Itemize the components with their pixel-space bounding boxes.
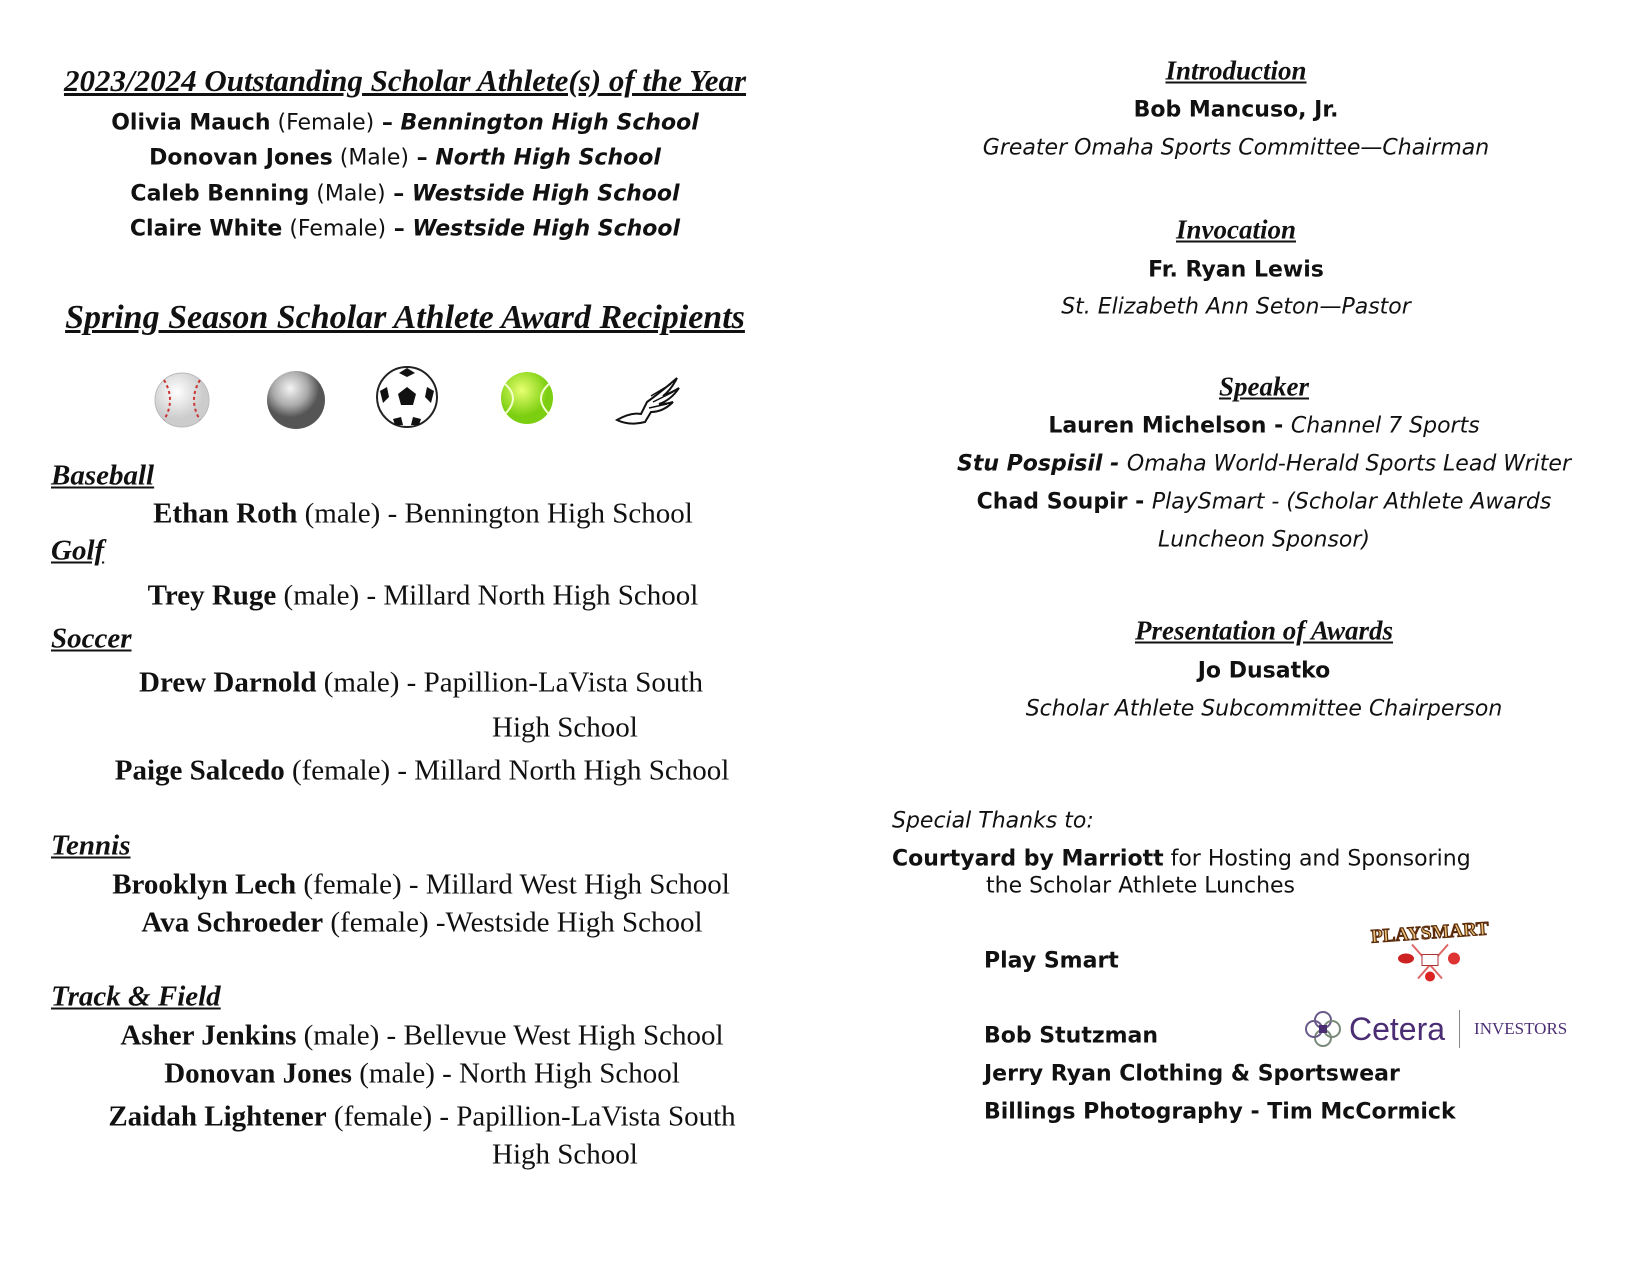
cetera-flower-icon <box>1303 1009 1343 1049</box>
golf-ball-icon <box>265 369 327 431</box>
winged-shoe-icon <box>611 372 683 428</box>
sponsor-detail: for Hosting and Sponsoring <box>1163 846 1471 872</box>
tennis-ball-icon <box>499 370 555 426</box>
recipient-name: Drew Darnold <box>139 666 317 699</box>
separator: – <box>385 181 412 207</box>
sport-heading-tennis: Tennis <box>51 829 131 862</box>
recipient <box>153 498 693 531</box>
logo-divider <box>1459 1010 1460 1048</box>
recipient-name: Brooklyn Lech <box>112 868 297 901</box>
svg-text:PLAYSMART: PLAYSMART <box>1370 918 1490 948</box>
athlete-school: North High School <box>435 145 661 171</box>
speaker-role: Channel 7 Sports <box>1290 413 1480 439</box>
recipient-detail: (female) - Millard North High School <box>284 754 730 787</box>
athlete-school: Westside High School <box>411 181 680 207</box>
recipient-name: Asher Jenkins <box>120 1019 297 1052</box>
separator: – <box>409 145 436 171</box>
recipient-detail: (male) - Millard North High School <box>276 579 699 612</box>
athlete-name: Claire White <box>129 216 283 242</box>
recipient-name: Ava Schroeder <box>141 906 324 939</box>
sport-heading-baseball: Baseball <box>51 459 155 492</box>
sponsor-bob-stutzman: Bob Stutzman <box>984 1023 1159 1049</box>
recipient-detail: (male) - Bennington High School <box>297 497 693 530</box>
recipient <box>164 1058 680 1091</box>
introduction-name: Bob Mancuso, Jr. <box>1133 97 1339 123</box>
speaker-name: Lauren Michelson <box>1048 413 1267 439</box>
recipient <box>120 1020 723 1053</box>
recipient-name: Paige Salcedo <box>114 754 285 787</box>
recipient-detail: (male) - Papillion-LaVista South <box>316 666 703 699</box>
year-title: 2023/2024 Outstanding Scholar Athlete(s) of the Year <box>63 63 747 98</box>
athlete-gender: (Female) <box>277 110 375 136</box>
sponsor-billings: Billings Photography - Tim McCormick <box>984 1099 1456 1125</box>
athlete-school: Bennington High School <box>400 110 699 136</box>
recipient <box>112 869 730 902</box>
speaker-heading: Speaker <box>1219 371 1309 402</box>
introduction-role: Greater Omaha Sports Committee—Chairman <box>982 135 1490 161</box>
year-athlete <box>130 217 680 242</box>
athlete-name: Caleb Benning <box>130 181 310 207</box>
recipient-name: Trey Ruge <box>147 579 277 612</box>
recipient <box>115 755 730 788</box>
soccer-ball-icon <box>375 365 439 429</box>
recipient-detail: (female) - Millard West High School <box>296 868 730 901</box>
athlete-name: Donovan Jones <box>149 145 333 171</box>
invocation-role: St. Elizabeth Ann Seton—Pastor <box>1061 294 1411 320</box>
speaker-role: PlaySmart - (Scholar Athlete Awards <box>1151 489 1552 515</box>
separator: – <box>386 216 413 242</box>
sponsor-name: Courtyard by Marriott <box>892 846 1164 872</box>
sponsor-play-smart: Play Smart <box>984 948 1119 974</box>
speaker-name: Stu Pospisil - <box>956 451 1127 477</box>
baseball-icon <box>152 370 212 430</box>
recipient-detail: (male) - North High School <box>351 1057 680 1090</box>
recipient <box>139 667 703 700</box>
recipient-detail-cont: High School <box>492 711 638 744</box>
special-thanks-label: Special Thanks to: <box>892 808 1094 834</box>
athlete-gender: (Male) <box>316 181 386 207</box>
athlete-name: Olivia Mauch <box>111 110 271 136</box>
thanks-courtyard <box>892 847 1471 872</box>
year-athlete <box>149 146 661 171</box>
spring-title: Spring Season Scholar Athlete Award Recipients <box>65 299 745 336</box>
recipient-detail: (male) - Bellevue West High School <box>296 1019 724 1052</box>
presentation-role: Scholar Athlete Subcommittee Chairperson <box>1025 696 1503 722</box>
recipient <box>148 580 699 613</box>
playsmart-logo <box>1370 918 1490 988</box>
recipient <box>108 1101 735 1134</box>
athlete-gender: (Female) <box>289 216 387 242</box>
sponsor-jerry-ryan: Jerry Ryan Clothing & Sportswear <box>984 1061 1400 1087</box>
introduction-heading: Introduction <box>1165 55 1307 86</box>
sport-heading-track: Track & Field <box>51 980 221 1013</box>
recipient-detail: (female) -Westside High School <box>323 906 703 939</box>
speaker-line <box>1048 414 1479 439</box>
speaker-role-cont: Luncheon Sponsor) <box>1158 527 1370 553</box>
recipient <box>141 907 702 940</box>
speaker-role: Omaha World-Herald Sports Lead Writer <box>1126 451 1572 477</box>
recipient-detail-cont: High School <box>492 1138 638 1171</box>
recipient-name: Donovan Jones <box>164 1057 352 1090</box>
athlete-school: Westside High School <box>412 216 681 242</box>
separator: - <box>1266 413 1291 439</box>
invocation-heading: Invocation <box>1175 214 1297 245</box>
speaker-name: Chad Soupir <box>976 489 1128 515</box>
recipient-name: Ethan Roth <box>153 497 298 530</box>
thanks-courtyard-cont: the Scholar Athlete Lunches <box>986 873 1296 899</box>
separator: - <box>1127 489 1152 515</box>
speaker-line <box>977 490 1552 515</box>
sport-heading-golf: Golf <box>51 534 105 567</box>
recipient-detail: (female) - Papillion-LaVista South <box>326 1100 736 1133</box>
cetera-brand: Cetera <box>1349 1010 1446 1047</box>
year-athlete <box>130 182 679 207</box>
presentation-heading: Presentation of Awards <box>1134 615 1394 646</box>
speaker-line <box>957 452 1571 477</box>
invocation-name: Fr. Ryan Lewis <box>1148 257 1324 283</box>
year-athlete <box>111 111 699 136</box>
sport-heading-soccer: Soccer <box>51 622 132 655</box>
cetera-sub: INVESTORS <box>1474 1019 1568 1038</box>
athlete-gender: (Male) <box>339 145 410 171</box>
cetera-logo <box>1303 1009 1567 1049</box>
recipient-name: Zaidah Lightener <box>108 1100 327 1133</box>
separator: – <box>374 110 401 136</box>
presentation-name: Jo Dusatko <box>1197 658 1331 684</box>
